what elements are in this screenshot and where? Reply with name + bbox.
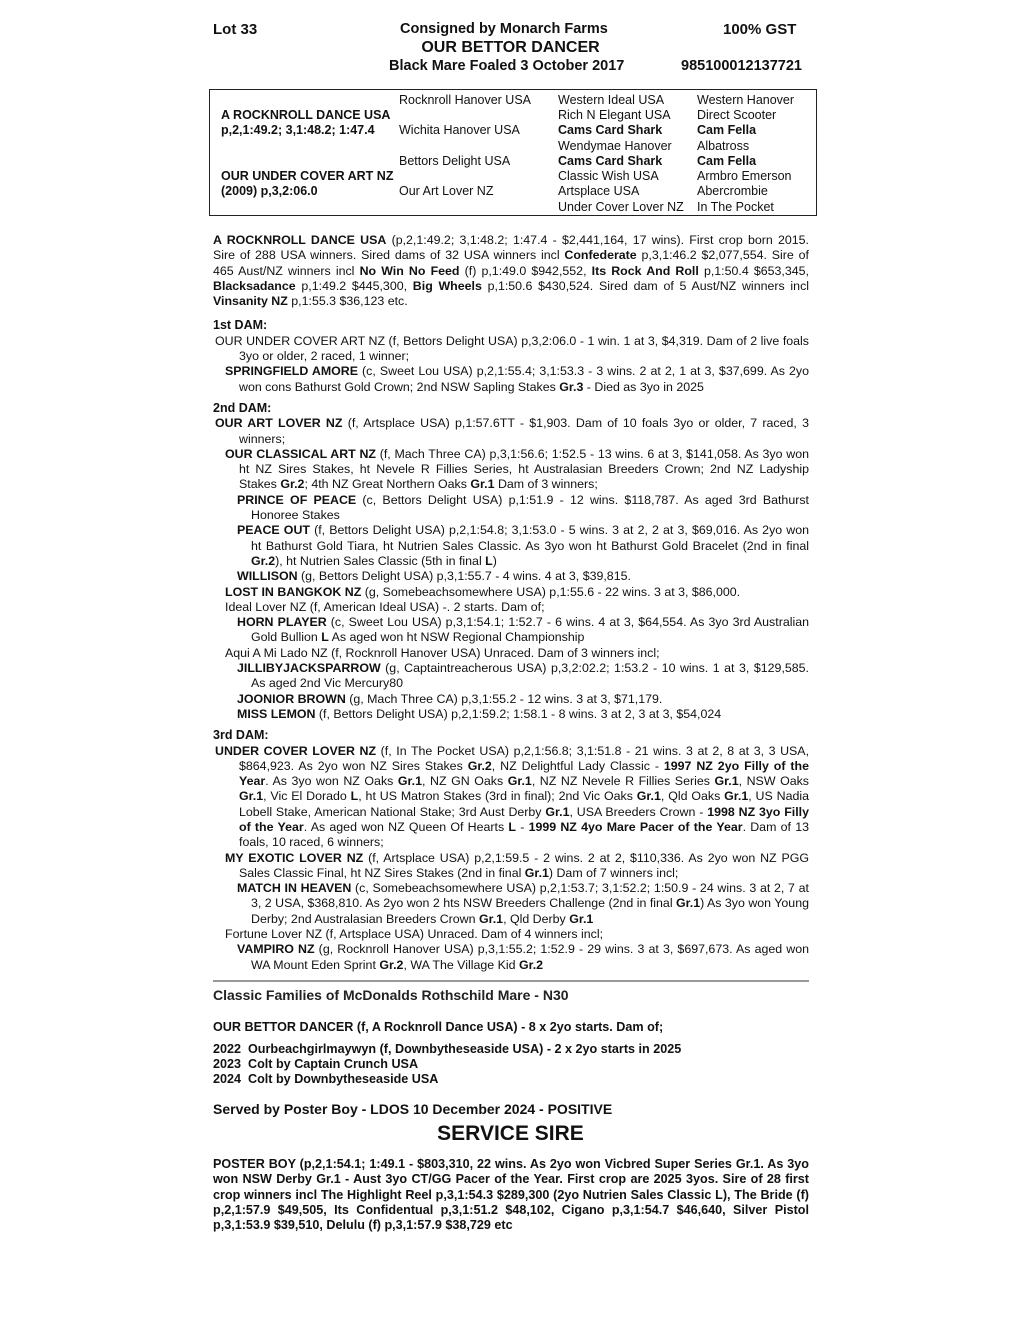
progeny-entry: MISS LEMON (f, Bettors Delight USA) p,2,1:59.2; 1:58.1 - 8 wins. 3 at 2, 3 at 3, $54,024 — [237, 706, 722, 721]
g4-ancestor: In The Pocket — [697, 200, 774, 214]
produce-record: 2024 Colt by Downbytheseaside USA — [213, 1072, 439, 1086]
progeny-entry: VAMPIRO NZ (g, Rocknroll Hanover USA) p,3,1:55.2; 1:52.9 - 29 wins. 3 at 3, $697,673. As aged won WA Mount Eden Sprint Gr.2, WA The Village Kid Gr.2 — [237, 942, 809, 972]
dam-dam: Our Art Lover NZ — [399, 184, 494, 198]
service-sire-title: SERVICE SIRE — [437, 1122, 584, 1145]
microchip-number: 985100012137721 — [681, 58, 802, 74]
progeny-entry: MY EXOTIC LOVER NZ (f, Artsplace USA) p,2,1:59.5 - 2 wins. 2 at 2, $110,336. As 2yo won NZ PGG Sales Classic Final, ht NZ Sires Stakes (2nd in final Gr.1) Dam of 7 winners incl; — [225, 850, 809, 880]
section-divider — [213, 980, 809, 982]
produce-heading: OUR BETTOR DANCER (f, A Rocknroll Dance USA) - 8 x 2yo starts. Dam of; — [213, 1020, 664, 1034]
pedigree-table — [209, 89, 817, 216]
progeny-entry: PEACE OUT (f, Bettors Delight USA) p,2,1:54.8; 3,1:53.0 - 5 wins. 3 at 2, 2 at 3, $69,016. As 2yo won ht Bathurst Gold Tiara, ht Nutrien Sales Classic. As 3yo won ht Bathurst Gold Bracelet (2nd in final Gr.2), ht Nutrien Sales Classic (5th in final L) — [237, 523, 809, 568]
g3-ancestor: Western Ideal USA — [558, 93, 665, 107]
sire-dam: Wichita Hanover USA — [399, 123, 520, 137]
sire-name: A ROCKNROLL DANCE USA — [221, 108, 391, 122]
first-dam-heading: 1st DAM: — [213, 318, 268, 333]
g4-ancestor: Cam Fella — [697, 154, 757, 168]
progeny-entry: JOONIOR BROWN (g, Mach Three CA) p,3,1:55.2 - 12 wins. 3 at 3, $71,179. — [237, 691, 663, 706]
progeny-entry: HORN PLAYER (c, Sweet Lou USA) p,3,1:54.1; 1:52.7 - 6 wins. 4 at 3, $64,554. As 3yo 3rd Australian Gold Bullion L As aged won ht NSW Regional Championship — [237, 615, 809, 645]
consignor: Consigned by Monarch Farms — [400, 21, 608, 37]
produce-record: 2022 Ourbeachgirlmaywyn (f, Downbytheseaside USA) - 2 x 2yo starts in 2025 — [213, 1042, 682, 1056]
second-dam-heading: 2nd DAM: — [213, 400, 272, 415]
progeny-entry: WILLISON (g, Bettors Delight USA) p,3,1:55.7 - 4 wins. 4 at 3, $39,815. — [237, 569, 631, 584]
progeny-entry: Fortune Lover NZ (f, Artsplace USA) Unraced. Dam of 4 winners incl; — [225, 927, 604, 942]
third-dam-entry: UNDER COVER LOVER NZ (f, In The Pocket USA) p,2,1:56.8; 3,1:51.8 - 21 wins. 3 at 2, 8 at 3, 3 USA, $864,923. As 2yo won NZ Sires Stakes Gr.2, NZ Delightful Lady Classic - 1997 NZ 2yo Filly of the Year. As 3yo won NZ Oaks Gr.1, NZ GN Oaks Gr.1, NZ NZ Nevele R Fillies Series Gr.1, NSW Oaks Gr.1, Vic El Dorado L, ht US Matron Stakes (3rd in final); 2nd Vic Oaks Gr.1, Qld Oaks Gr.1, US Nadia Lobell Stake, American National Stake; 3rd Aust Derby Gr.1, USA Breeders Crown - 1998 NZ 3yo Filly of the Year. As aged won NZ Queen Of Hearts L - 1999 NZ 4yo Mare Pacer of the Year. Dam of 13 foals, 10 raced, 6 winners; — [215, 743, 810, 850]
sire-paragraph: A ROCKNROLL DANCE USA (p,2,1:49.2; 3,1:48.2; 1:47.4 - $2,441,164, 17 wins). First crop born 2015. Sire of 288 USA winners. Sired dams of 32 USA winners incl Confederate p,3,1:46.2 $2,077,554. Sire of 465 Aust/NZ winners incl No Win No Feed (f) p,1:49.0 $942,552, Its Rock And Roll p,1:50.4 $653,345, Blacksadance p,1:49.2 $445,300, Big Wheels p,1:50.6 $430,524. Sired dam of 5 Aust/NZ winners incl Vinsanity NZ p,1:55.3 $36,123 etc. — [213, 233, 810, 309]
progeny-entry: JILLIBYJACKSPARROW (g, Captaintreacherous USA) p,3,2:02.2; 1:53.2 - 10 wins. 1 at 3, $129,585. As aged 2nd Vic Mercury80 — [237, 661, 809, 691]
dam-sire: Bettors Delight USA — [399, 154, 511, 168]
third-dam-heading: 3rd DAM: — [213, 728, 269, 743]
g4-ancestor: Direct Scooter — [697, 108, 777, 122]
service-sire-paragraph: POSTER BOY (p,2,1:54.1; 1:49.1 - $803,310, 22 wins. As 2yo won Vicbred Super Series Gr.1. As 3yo won NSW Derby Gr.1 - Aust 3yo CT/GG Pacer of the Year. First crop are 2025 3yos. Sire of 28 first crop winners incl The Highlight Reel p,3,1:54.3 $289,300 (2yo Nutrien Sales Classic L), The Bride (f) p,2,1:57.9 $49,505, Its Confidentual p,3,1:51.2 $48,102, Cigano p,3,1:54.7 $46,640, Silver Pistol p,3,1:53.9 $39,510, Delulu (f) p,3,1:57.9 $38,729 etc — [213, 1157, 809, 1233]
sire-record: p,2,1:49.2; 3,1:48.2; 1:47.4 — [221, 123, 375, 137]
g3-ancestor: Wendymae Hanover — [558, 139, 672, 153]
g4-ancestor: Cam Fella — [697, 123, 757, 137]
g4-ancestor: Armbro Emerson — [697, 169, 792, 183]
progeny-entry: Ideal Lover NZ (f, American Ideal USA) -. 2 starts. Dam of; — [225, 599, 545, 614]
g3-ancestor: Cams Card Shark — [558, 123, 663, 137]
catalogue-body — [213, 233, 809, 973]
progeny-entry: Aqui A Mi Lado NZ (f, Rocknroll Hanover USA) Unraced. Dam of 3 winners incl; — [225, 645, 660, 660]
g3-ancestor: Rich N Elegant USA — [558, 108, 671, 122]
classic-family-heading: Classic Families of McDonalds Rothschild Mare - N30 — [213, 987, 569, 1003]
lot-number: Lot 33 — [213, 21, 258, 38]
g3-ancestor: Cams Card Shark — [558, 154, 663, 168]
g4-ancestor: Western Hanover — [697, 93, 795, 107]
g4-ancestor: Abercrombie — [697, 184, 768, 198]
first-dam-entry: OUR UNDER COVER ART NZ (f, Bettors Delight USA) p,3,2:06.0 - 1 win. 1 at 3, $4,319. Dam of 2 live foals 3yo or older, 2 raced, 1 winner; — [215, 333, 809, 364]
second-dam-entry: OUR ART LOVER NZ (f, Artsplace USA) p,1:57.6TT - $1,903. Dam of 10 foals 3yo or older, 7 raced, 3 winners; — [215, 416, 809, 446]
progeny-entry: SPRINGFIELD AMORE (c, Sweet Lou USA) p,2,1:55.4; 3,1:53.3 - 3 wins. 2 at 2, 1 at 3, $37,699. As 2yo won cons Bathurst Gold Crown; 2nd NSW Sapling Stakes Gr.3 - Died as 3yo in 2025 — [225, 364, 809, 394]
dam-record: (2009) p,3,2:06.0 — [221, 184, 318, 198]
horse-description: Black Mare Foaled 3 October 2017 — [389, 58, 625, 74]
g3-ancestor: Artsplace USA — [558, 184, 640, 198]
progeny-entry: PRINCE OF PEACE (c, Bettors Delight USA) p,1:51.9 - 12 wins. $118,787. As aged 3rd Bathurst Honoree Stakes — [237, 492, 809, 523]
sire-sire: Rocknroll Hanover USA — [399, 93, 531, 107]
g4-ancestor: Albatross — [697, 139, 750, 153]
progeny-entry: MATCH IN HEAVEN (c, Somebeachsomewhere USA) p,2,1:53.7; 3,1:52.2; 1:50.9 - 24 wins. 3 at 2, 7 at 3, 2 USA, $368,810. As 2yo won 2 hts NSW Breeders Challenge (2nd in final Gr.1) As 3yo won Young Derby; 2nd Australasian Breeders Crown Gr.1, Qld Derby Gr.1 — [237, 881, 809, 926]
served-note: Served by Poster Boy - LDOS 10 December 2024 - POSITIVE — [213, 1101, 613, 1117]
progeny-entry: LOST IN BANGKOK NZ (g, Somebeachsomewhere USA) p,1:55.6 - 22 wins. 3 at 3, $86,000. — [225, 584, 741, 599]
produce-record: 2023 Colt by Captain Crunch USA — [213, 1057, 419, 1071]
horse-name: OUR BETTOR DANCER — [421, 39, 600, 56]
g3-ancestor: Under Cover Lover NZ — [558, 200, 684, 214]
dam-name: OUR UNDER COVER ART NZ — [221, 169, 394, 183]
progeny-entry: OUR CLASSICAL ART NZ (f, Mach Three CA) p,3,1:56.6; 1:52.5 - 13 wins. 6 at 3, $141,058. As 3yo won ht NZ Sires Stakes, ht Nevele R Fillies Series, ht Australasian Breeders Crown; 2nd NZ Ladyship Stakes Gr.2; 4th NZ Great Northern Oaks Gr.1 Dam of 3 winners; — [225, 446, 809, 492]
gst-note: 100% GST — [723, 21, 797, 38]
g3-ancestor: Classic Wish USA — [558, 169, 659, 183]
